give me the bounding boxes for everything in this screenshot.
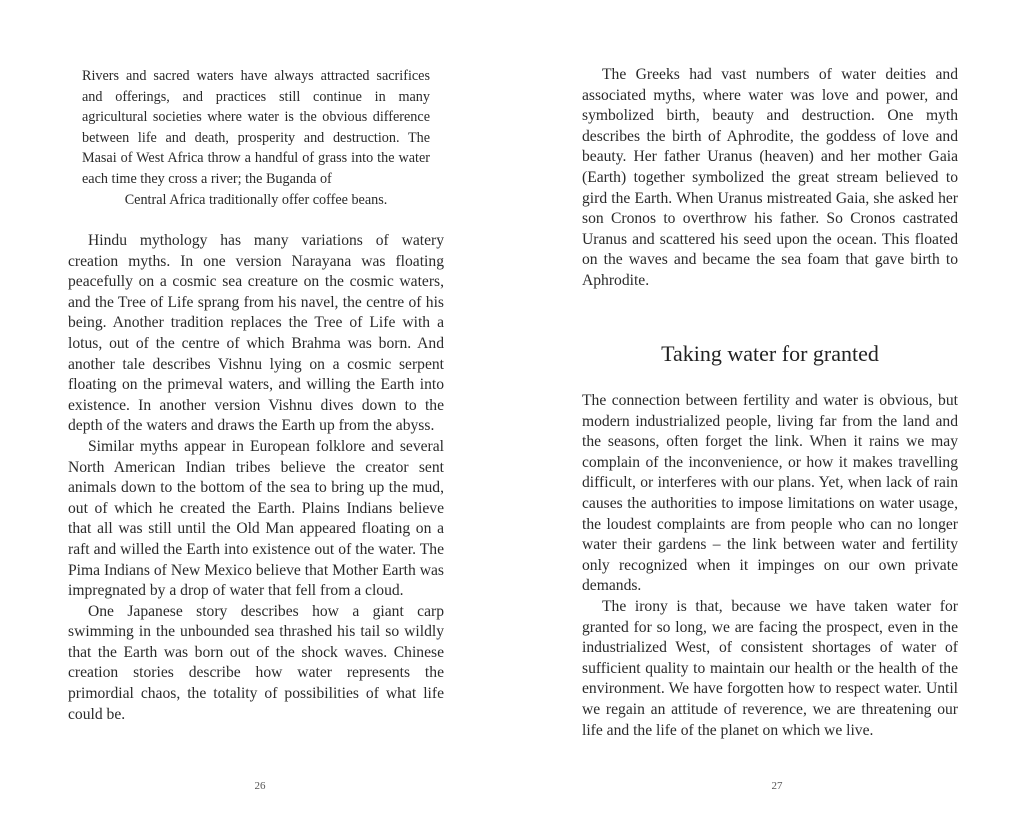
paragraph: The connection between fertility and water is obvious, but modern industrialized people, living far from the land and the seasons, often forget the link. When it rains we may complain of the inconvenience, or how it makes travelling difficult, or interferes with our plans. Yet, when lack of rain causes the authorities to impose limitations on water usage, the loudest complaints are from people who can no longer water their gardens – the link between water and fertility only recognized when it impinges on our own private demands. [582,392,958,595]
paragraph: Hindu mythology has many variations of watery creation myths. In one version Narayana was floating peacefully on a cosmic sea creature on the cosmic waters, and the Tree of Life sprang from his navel, the centre of his being. Another tradition replaces the Tree of Life with a lotus, out of the centre of which Brahma was born. And another tale describes Vishnu lying on a cosmic serpent floating on the primeval waters, and willing the Earth into existence. In another version Vishnu dives down to the depth of the waters and draws the Earth up from the abyss. [68,232,444,435]
paragraph: The irony is that, because we have taken water for granted for so long, we are facing the prospect, even in the industrialized West, of consistent shortages of water of sufficient quality to maintain our health or the health of the environment. We have forgotten how to respect water. Until we regain an attitude of reverence, we are threatening our life and the life of the planet on which we live. [582,597,958,739]
section-heading: Taking water for granted [661,341,879,366]
right-page [512,0,1024,821]
left-body-text [68,231,444,725]
right-top-text [582,65,958,292]
quote-body: Rivers and sacred waters have always attracted sacrifices and offerings, and practices still continue in many agricultural societies where water is the obvious difference between life and death, prosperity and destruction. The Masai of West Africa throw a handful of grass into the water each time they cross a river; the Buganda of [82,68,430,187]
page-number: 26 [254,780,266,792]
quote-last-line: Central Africa traditionally offer coffee beans. [124,191,388,208]
paragraph: Similar myths appear in European folklore and several North American Indian tribes believe the creator sent animals down to the bottom of the sea to bring up the mud, out of which he created the Earth. Plains Indians believe that all was still until the Old Man appeared floating on a raft and willed the Earth into existence out of the water. The Pima Indians of New Mexico believe that Mother Earth was impregnated by a drop of water that fell from a cloud. [68,437,444,600]
right-body-text [582,391,958,741]
page-number: 27 [771,780,783,792]
epigraph-quote [82,66,430,210]
paragraph: One Japanese story describes how a giant carp swimming in the unbounded sea thrashed his tail so wildly that the Earth was born out of the shock waves. Chinese creation stories describe how water represents the primordial chaos, the totality of possibilities of what life could be. [68,602,444,723]
paragraph: The Greeks had vast numbers of water deities and associated myths, where water was love and power, and symbolized birth, beauty and destruction. One myth describes the birth of Aphrodite, the goddess of love and beauty. Her father Uranus (heaven) and her mother Gaia (Earth) together symbolized the great stream believed to gird the Earth. When Uranus mistreated Gaia, she asked her son Cronos to overthrow his father. So Cronos castrated Uranus and scattered his seed upon the ocean. This floated on the waves and became the sea foam that gave birth to Aphrodite. [582,66,958,289]
